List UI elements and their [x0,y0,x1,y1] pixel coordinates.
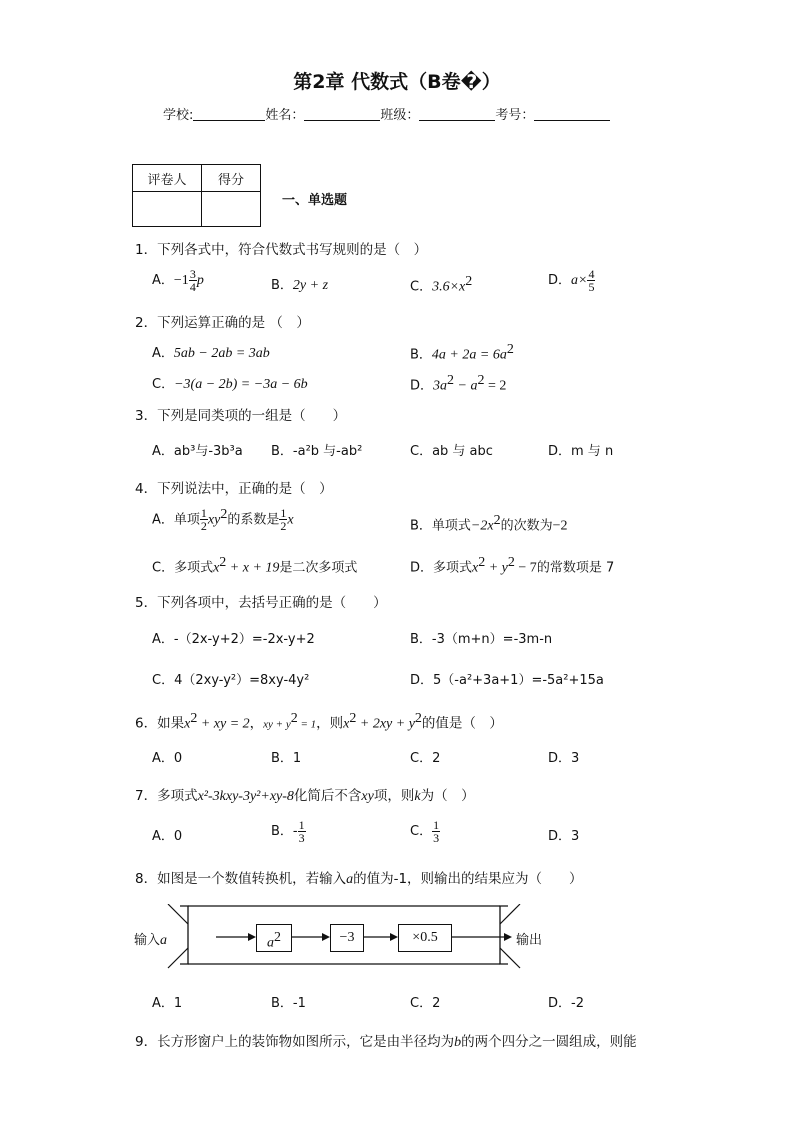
question-3-stem: 3．下列是同类项的一组是（ ） [135,408,347,424]
class-blank[interactable] [419,107,495,121]
q5-option-c[interactable]: C．4（2xy-y²）=8xy-4y² [152,673,310,688]
question-1-stem: 1．下列各式中，符合代数式书写规则的是（ ） [135,242,428,258]
q6-option-c[interactable]: C．2 [410,751,441,766]
q1-option-d[interactable]: D．a× $\frac{4}{5}$ [548,267,595,294]
q3-option-d[interactable]: D．m 与 n [548,444,614,459]
q8-option-b[interactable]: B．-1 [271,996,306,1011]
q7-option-d[interactable]: D．3 [548,829,580,844]
q6-option-d[interactable]: D．3 [548,751,580,766]
q5-option-a[interactable]: A．-（2x-y+2）=-2x-y+2 [152,632,315,647]
grader-header: 评卷人 [133,165,202,192]
q4-option-b[interactable]: B．单项式$-2x^2$的次数为−2 [410,513,568,534]
exam-no-blank[interactable] [534,107,610,121]
q7-option-c[interactable]: C． $\frac{1}{3}$ [410,818,440,845]
q1-option-a[interactable]: A．−1 $\frac{3}{4}$ p [152,267,204,294]
q1-option-c[interactable]: C．$3.6\times x^2$ [410,274,473,295]
score-header: 得分 [202,165,261,192]
q3-option-b[interactable]: B．-a²b 与-ab² [271,444,363,459]
question-9-stem: 9．长方形窗户上的装饰物如图所示，它是由半径均为b的两个四分之一圆组成，则能 [135,1034,637,1050]
q4-option-a[interactable]: A．单项 $\frac{1}{2}$ $xy^2$的系数是 $\frac{1}{2}$ x [152,506,294,534]
machine-input-label: 输入a [134,933,168,948]
q2-option-b[interactable]: B．$4a + 2a = 6a^2$ [410,342,514,363]
q2-option-a[interactable]: A．5ab − 2ab = 3ab [152,346,270,361]
q4-option-c[interactable]: C．多项式$x^2 + x + 19$是二次多项式 [152,555,358,576]
question-7-stem: 7．多项式x²-3kxy-3y²+xy-8化简后不含xy项，则k为（ ） [135,788,475,804]
q2-option-c[interactable]: C．−3(a − 2b) = −3a − 6b [152,377,308,392]
question-4-stem: 4．下列说法中，正确的是（ ） [135,481,333,497]
question-5-stem: 5．下列各项中，去括号正确的是（ ） [135,595,387,611]
q8-option-c[interactable]: C．2 [410,996,441,1011]
q5-option-b[interactable]: B．-3（m+n）=-3m-n [410,632,553,647]
exam-no-label: 考号： [495,108,535,123]
name-label: 姓名： [265,108,305,123]
q8-option-d[interactable]: D．-2 [548,996,584,1011]
name-blank[interactable] [304,107,380,121]
q4-option-d[interactable]: D．多项式$x^2 + y^2 - 7$的常数项是 7 [410,555,615,576]
school-label: 学校: [163,108,194,123]
machine-minus3-box: −3 [330,924,364,952]
q1-option-b[interactable]: B．2y + z [271,278,329,293]
q7-option-b[interactable]: B．- $\frac{1}{3}$ [271,818,305,845]
question-2-stem: 2．下列运算正确的是 （ ） [135,315,310,331]
machine-output-label: 输出 [516,933,543,948]
grader-cell[interactable] [133,192,202,227]
machine-times-half-box: ×0.5 [398,924,452,952]
q7-option-a[interactable]: A．0 [152,829,183,844]
machine-square-box: $a^2$ [256,924,292,952]
question-8-stem: 8．如图是一个数值转换机，若输入a的值为-1，则输出的结果应为（ ） [135,871,583,887]
page-title: 第2章 代数式（B卷�） [293,71,501,93]
q5-option-d[interactable]: D．5（-a²+3a+1）=-5a²+15a [410,673,604,688]
q2-option-d[interactable]: D．$3a^2 - a^2 = 2$ [410,373,507,394]
school-blank[interactable] [193,107,265,121]
q8-option-a[interactable]: A．1 [152,996,183,1011]
score-table [132,164,261,227]
number-conversion-machine [130,904,550,974]
q6-option-a[interactable]: A．0 [152,751,183,766]
q6-option-b[interactable]: B．1 [271,751,302,766]
score-cell[interactable] [202,192,261,227]
q3-option-a[interactable]: A．ab³与-3b³a [152,444,243,459]
class-label: 班级： [380,108,420,123]
student-info-line [163,104,610,123]
question-6-stem: 6．如果$x^2$ + xy = 2，xy + $y^2 = 1$，则$x^2 + 2xy + y^2$的值是（ ） [135,711,503,732]
q3-option-c[interactable]: C．ab 与 abc [410,444,493,459]
section-heading: 一、单选题 [282,193,348,208]
